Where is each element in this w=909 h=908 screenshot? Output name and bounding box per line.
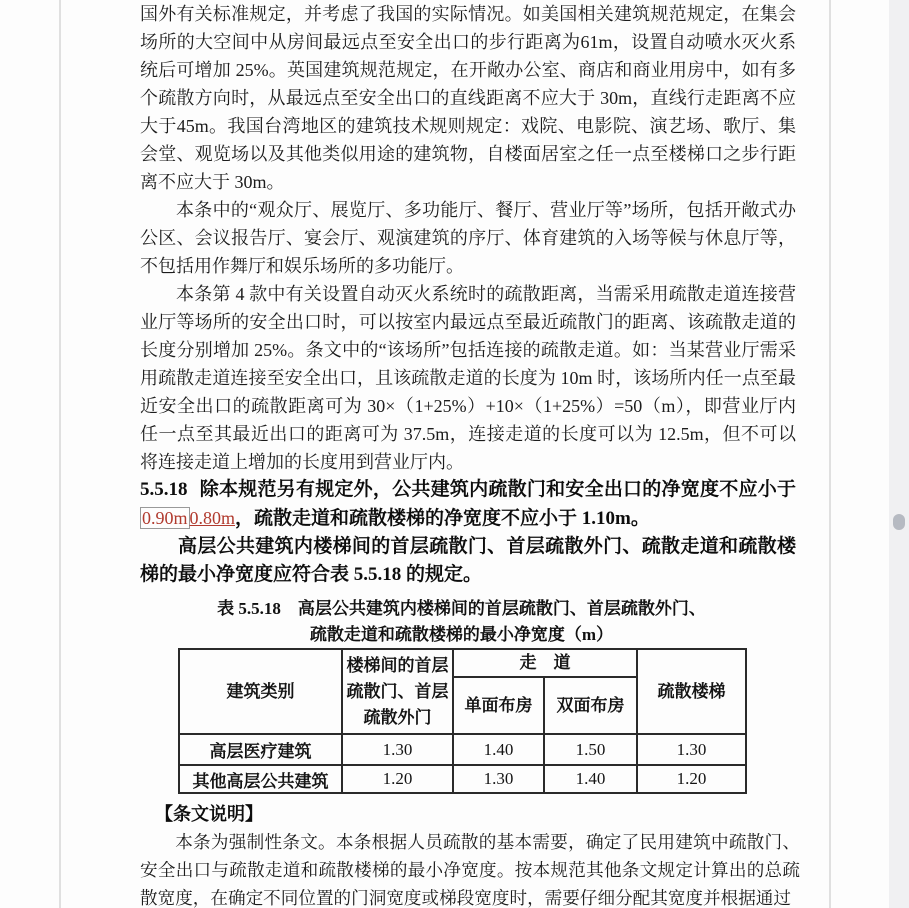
clause-stair-width-note: 高层公共建筑内楼梯间的首层疏散门、首层疏散外门、疏散走道和疏散楼梯的最小净宽度应符合表 5.5.18 的规定。 xyxy=(140,536,796,585)
explanation-label: 【条文说明】 xyxy=(155,804,263,824)
table-caption-line1: 表 5.5.18 高层公共建筑内楼梯间的首层疏散门、首层疏散外门、 xyxy=(217,599,706,618)
col-header-double-side-rooms: 双面布房 xyxy=(544,677,637,734)
cell-stair-width: 1.30 xyxy=(637,734,746,765)
row-category-label: 其他高层公共建筑 xyxy=(179,765,342,793)
clause-5-5-18 xyxy=(140,476,796,533)
cell-first-floor-door-width: 1.20 xyxy=(342,765,453,793)
paragraph-hall-definition: 本条中的“观众厅、展览厅、多功能厅、餐厅、营业厅等”场所，包括开敞式办公区、会议报告厅、宴会厅、观演建筑的序厅、体育建筑的入场等候与休息厅等，不包括用作舞厅和娱乐场所的多功能厅。 xyxy=(140,200,796,276)
col-header-building-category: 建筑类别 xyxy=(179,649,342,734)
table-row-medical-highrise xyxy=(179,734,746,765)
paragraph-international-standards: 国外有关标准规定，并考虑了我国的实际情况。如美国相关建筑规范规定，在集会场所的大空间中从房间最远点至安全出口的步行距离为61m，设置自动喷水灭火系统后可增加 25%。英国建筑规范规定，在开敞办公室、商店和商业用房中，如有多个疏散方向时，从最远点至安全出口的直线距离不应大于 30m，直线行走距离不应大于45m。我国台湾地区的建筑技术规则规定：戏院、电影院、演艺场、歌厅、集会堂、观览场以及其他类似用途的建筑物，自楼面居室之任一点至楼梯口之步行距离不应大于 30m。 xyxy=(140,4,796,192)
revision-inserted-value: 0.90m xyxy=(142,508,188,528)
cell-corridor-single-width: 1.40 xyxy=(453,734,544,765)
scrollbar-thumb[interactable] xyxy=(893,514,905,530)
explanation-paragraph: 本条为强制性条文。本条根据人员疏散的基本需要，确定了民用建筑中疏散门、安全出口与疏散走道和疏散楼梯的最小净宽度。按本规范其他条文规定计算出的总疏散宽度，在确定不同位置的门洞宽度或梯段宽度时，需要仔细分配其宽度并根据通过 xyxy=(140,832,800,908)
col-header-first-floor-doors: 楼梯间的首层疏散门、首层疏散外门 xyxy=(342,649,453,734)
clause-text-before: 除本规范另有规定外，公共建筑内疏散门和安全出口的净宽度不应小于 xyxy=(199,479,796,500)
col-header-corridor-group: 走 道 xyxy=(453,649,637,677)
row-category-label: 高层医疗建筑 xyxy=(179,734,342,765)
cell-corridor-double-width: 1.50 xyxy=(544,734,637,765)
cell-stair-width: 1.20 xyxy=(637,765,746,793)
clause-number: 5.5.18 xyxy=(140,479,188,500)
table-caption-line2: 疏散走道和疏散楼梯的最小净宽度（m） xyxy=(309,625,614,644)
min-clear-width-table xyxy=(178,648,747,794)
col-header-single-side-rooms: 单面布房 xyxy=(453,677,544,734)
cell-corridor-single-width: 1.30 xyxy=(453,765,544,793)
revision-deleted-value: 0.80m xyxy=(189,508,236,528)
paragraph-clause4-distance: 本条第 4 款中有关设置自动灭火系统时的疏散距离，当需采用疏散走道连接营业厅等场所的安全出口时，可以按室内最远点至最近疏散门的距离、该疏散走道的长度分别增加 25%。条文中的“该场所”包括连接的疏散走道。如：当某营业厅需采用疏散走道连接至安全出口，且该疏散走道的长度为 10m 时，该场所内任一点至最近安全出口的疏散距离可为 30×（1+25%）+10×（1+25%）=50（m），即营业厅内任一点至其最近出口的距离可为 37.5m，连接走道的长度可以为 12.5m，但不可以将连接走道上增加的长度用到营业厅内。 xyxy=(140,284,796,472)
document-content xyxy=(140,0,800,908)
table-row-other-highrise xyxy=(179,765,746,793)
cell-corridor-double-width: 1.40 xyxy=(544,765,637,793)
table-caption xyxy=(178,596,745,648)
clause-text-after: ，疏散走道和疏散楼梯的净宽度不应小于 1.10m。 xyxy=(235,508,650,529)
col-header-evacuation-stair: 疏散楼梯 xyxy=(637,649,746,734)
scrollbar-track[interactable] xyxy=(889,0,909,908)
cell-first-floor-door-width: 1.30 xyxy=(342,734,453,765)
left-guide-line xyxy=(59,0,61,908)
right-guide-line xyxy=(829,0,831,908)
